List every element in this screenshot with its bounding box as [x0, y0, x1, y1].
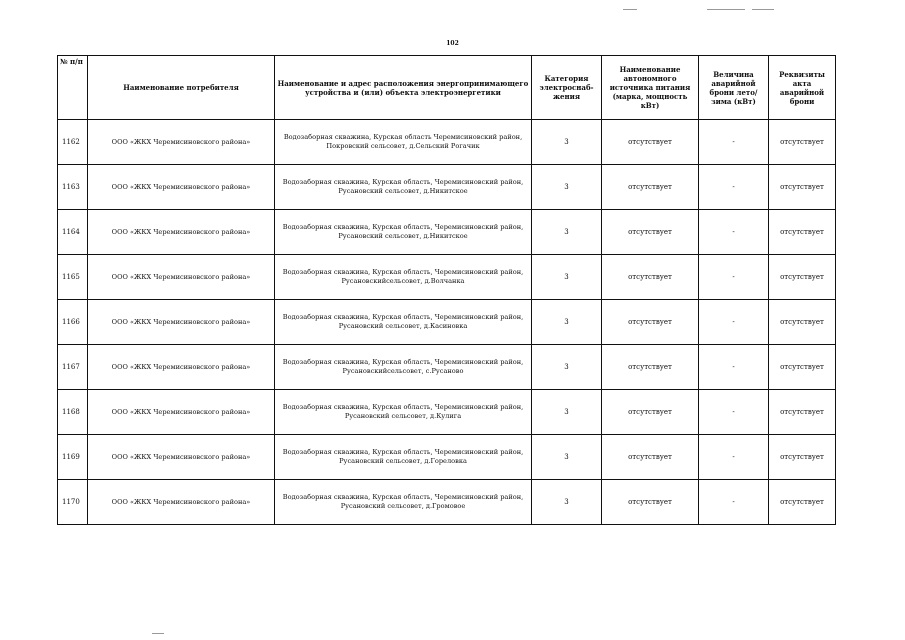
power-source: отсутствует	[602, 480, 699, 525]
row-number: 1162	[58, 120, 88, 165]
table-header-row	[58, 56, 836, 120]
column-header-reserve: Величина аварийной брони лето/зима (кВт)	[699, 56, 769, 120]
reserve-value: -	[699, 300, 769, 345]
column-header-address: Наименование и адрес расположения энергопринимающего устройства и (или) объекта электроэнергетики	[275, 56, 532, 120]
reserve-value: -	[699, 390, 769, 435]
act-details: отсутствует	[769, 435, 836, 480]
act-details: отсутствует	[769, 120, 836, 165]
scan-artifact	[152, 633, 164, 634]
object-address: Водозаборная скважина, Курская область, Черемисиновский район, Русановский сельсовет, д.Громовое	[275, 480, 532, 525]
consumer-name: ООО «ЖКХ Черемисиновского района»	[88, 390, 275, 435]
supply-category: 3	[532, 255, 602, 300]
reserve-value: -	[699, 255, 769, 300]
power-source: отсутствует	[602, 165, 699, 210]
supply-category: 3	[532, 345, 602, 390]
column-header-act: Реквизиты акта аварийной брони	[769, 56, 836, 120]
reserve-value: -	[699, 435, 769, 480]
row-number: 1164	[58, 210, 88, 255]
consumer-name: ООО «ЖКХ Черемисиновского района»	[88, 165, 275, 210]
table-row	[58, 120, 836, 165]
object-address: Водозаборная скважина, Курская область, Черемисиновский район, Русановскийсельсовет, д.Волчанка	[275, 255, 532, 300]
page-number: 102	[446, 40, 459, 47]
row-number: 1169	[58, 435, 88, 480]
consumer-name: ООО «ЖКХ Черемисиновского района»	[88, 300, 275, 345]
supply-category: 3	[532, 435, 602, 480]
object-address: Водозаборная скважина, Курская область, Черемисиновский район, Русановский сельсовет, д.Касиновка	[275, 300, 532, 345]
consumer-name: ООО «ЖКХ Черемисиновского района»	[88, 120, 275, 165]
column-header-power-source: Наименование автономного источника питания (марка, мощность кВт)	[602, 56, 699, 120]
act-details: отсутствует	[769, 300, 836, 345]
table-row	[58, 480, 836, 525]
row-number: 1166	[58, 300, 88, 345]
reserve-value: -	[699, 165, 769, 210]
supply-category: 3	[532, 120, 602, 165]
object-address: Водозаборная скважина, Курская область, Черемисиновский район, Русановский сельсовет, д.Никитское	[275, 165, 532, 210]
table-row	[58, 435, 836, 480]
reserve-value: -	[699, 210, 769, 255]
power-source: отсутствует	[602, 435, 699, 480]
table-row	[58, 300, 836, 345]
supply-category: 3	[532, 300, 602, 345]
scan-artifact	[707, 9, 745, 10]
table-row	[58, 345, 836, 390]
object-address: Водозаборная скважина, Курская область Черемисиновский район, Покровский сельсовет, д.Сельский Рогачик	[275, 120, 532, 165]
row-number: 1163	[58, 165, 88, 210]
power-source: отсутствует	[602, 255, 699, 300]
power-source: отсутствует	[602, 120, 699, 165]
scan-artifact	[623, 9, 637, 10]
reserve-value: -	[699, 345, 769, 390]
column-header-consumer: Наименование потребителя	[88, 56, 275, 120]
object-address: Водозаборная скважина, Курская область, Черемисиновский район, Русановский сельсовет, д.Кулига	[275, 390, 532, 435]
act-details: отсутствует	[769, 165, 836, 210]
row-number: 1170	[58, 480, 88, 525]
supply-category: 3	[532, 210, 602, 255]
supply-category: 3	[532, 390, 602, 435]
object-address: Водозаборная скважина, Курская область, Черемисиновский район, Русановский сельсовет, д.Гореловка	[275, 435, 532, 480]
consumer-name: ООО «ЖКХ Черемисиновского района»	[88, 255, 275, 300]
power-source: отсутствует	[602, 300, 699, 345]
consumer-name: ООО «ЖКХ Черемисиновского района»	[88, 435, 275, 480]
act-details: отсутствует	[769, 210, 836, 255]
scan-artifact	[752, 9, 774, 10]
supply-category: 3	[532, 480, 602, 525]
power-source: отсутствует	[602, 210, 699, 255]
row-number: 1168	[58, 390, 88, 435]
consumer-registry-table	[57, 55, 836, 525]
act-details: отсутствует	[769, 255, 836, 300]
table-row	[58, 165, 836, 210]
column-header-number: № п/п	[58, 56, 88, 120]
reserve-value: -	[699, 480, 769, 525]
act-details: отсутствует	[769, 390, 836, 435]
row-number: 1167	[58, 345, 88, 390]
consumer-name: ООО «ЖКХ Черемисиновского района»	[88, 210, 275, 255]
table-row	[58, 255, 836, 300]
row-number: 1165	[58, 255, 88, 300]
table-row	[58, 390, 836, 435]
object-address: Водозаборная скважина, Курская область, Черемисиновский район, Русановский сельсовет, д.Никитское	[275, 210, 532, 255]
reserve-value: -	[699, 120, 769, 165]
object-address: Водозаборная скважина, Курская область, Черемисиновский район, Русановскийсельсовет, с.Русаново	[275, 345, 532, 390]
power-source: отсутствует	[602, 390, 699, 435]
table-row	[58, 210, 836, 255]
act-details: отсутствует	[769, 345, 836, 390]
power-source: отсутствует	[602, 345, 699, 390]
consumer-name: ООО «ЖКХ Черемисиновского района»	[88, 345, 275, 390]
column-header-category: Категория электроснаб-жения	[532, 56, 602, 120]
consumer-name: ООО «ЖКХ Черемисиновского района»	[88, 480, 275, 525]
act-details: отсутствует	[769, 480, 836, 525]
supply-category: 3	[532, 165, 602, 210]
